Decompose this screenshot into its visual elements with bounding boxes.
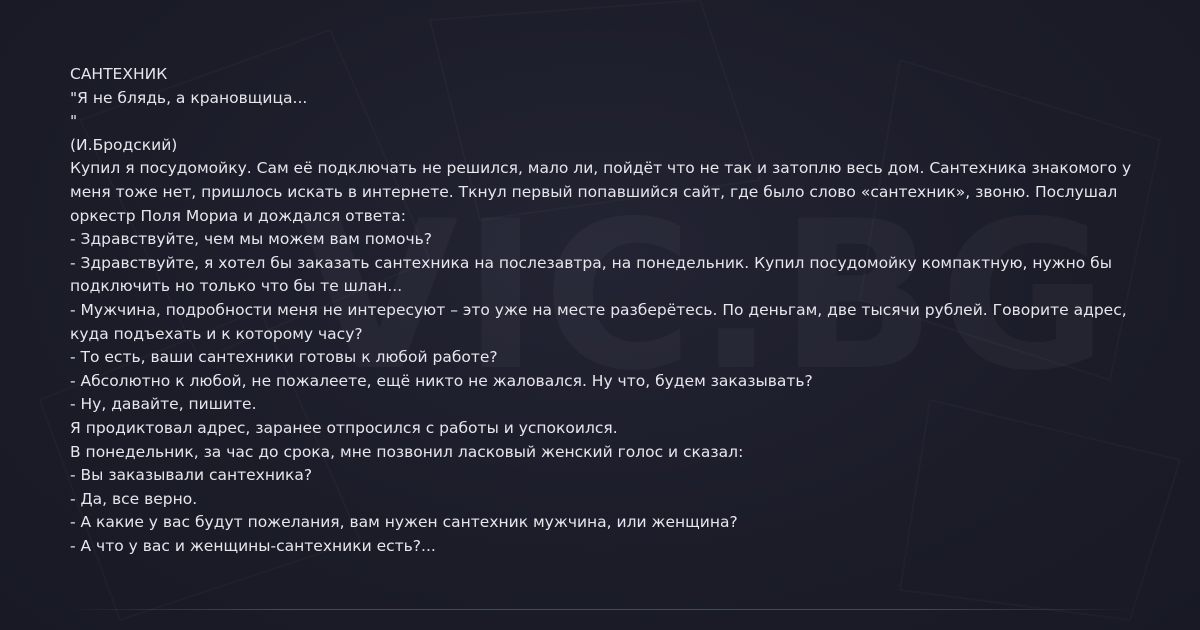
paragraph: Купил я посудомойку. Сам её подключать не решился, мало ли, пойдёт что не так и затоплю весь дом. Сантехника знакомого у меня тоже нет, пришлось искать в интернете. Ткнул первый попавшийся сайт, где было слово «сантехник», звоню. Послушал оркестр Поля Мориа и дождался ответа: [70,159,1137,225]
epigraph-quote-close: " [70,112,78,131]
paragraph: - То есть, ваши сантехники готовы к любой работе? [70,348,498,367]
epigraph-author: (И.Бродский) [70,135,178,154]
paragraph: - А какие у вас будут пожелания, вам нужен сантехник мужчина, или женщина? [70,513,738,532]
article [70,63,1140,558]
paragraph: В понедельник, за час до срока, мне позвонил ласковый женский голос и сказал: [70,442,744,461]
bottom-divider [60,609,1140,610]
paragraph: - Ну, давайте, пишите. [70,395,257,414]
paragraph: - Вы заказывали сантехника? [70,466,313,485]
paragraph: - Здравствуйте, чем мы можем вам помочь? [70,230,433,249]
paragraph: - Здравствуйте, я хотел бы заказать сантехника на послезавтра, на понедельник. Купил посудомойку компактную, нужно бы подключить но только что бы те шлан... [70,253,1117,296]
epigraph-quote: "Я не блядь, а крановщица... [70,88,308,107]
paragraph: - Да, все верно. [70,489,198,508]
paragraph: - Абсолютно к любой, не пожалеете, ещё никто не жаловался. Ну что, будем заказывать? [70,371,813,390]
paragraph: - Мужчина, подробности меня не интересуют – это уже на месте разберётесь. По деньгам, две тысячи рублей. Говорите адрес, куда подъехать и к которому часу? [70,300,1132,343]
article-title: САНТЕХНИК [70,65,168,83]
paragraph: Я продиктовал адрес, заранее отпросился с работы и успокоился. [70,418,618,437]
paragraph: - А что у вас и женщины-сантехники есть?... [70,536,436,555]
